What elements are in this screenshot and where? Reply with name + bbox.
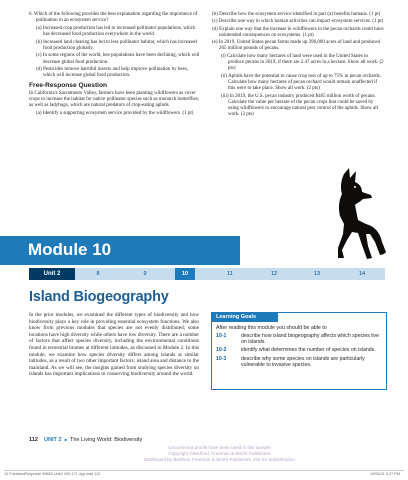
questions-left-column: [29, 12, 200, 119]
module-label: Module 10: [28, 240, 112, 259]
frq-intro: In California's Sacramento Valley, farmers have been planting wildflowers as cover crops to increase the habitat for native pollinator species such as monarch butterflies, as well as ladybugs, which are natural predators of crop-eating aphids.: [29, 90, 200, 109]
module-title: Island Biogeography: [29, 289, 169, 305]
q6-option-b: (b) Increased land clearing has led to less pollinator habitat, which has increased food production globally.: [36, 39, 197, 52]
print-slug: [4, 470, 404, 476]
question-6: 6. Which of the following provides the best explanation regarding the importance of pollination in an ecosystem service?: [29, 12, 198, 24]
frq-heading: Free-Response Question: [29, 81, 108, 89]
unit-module-10-active: 10: [175, 268, 195, 280]
unit-label: Unit 2: [29, 268, 75, 280]
q6-option-a: (a) Increased crop production has led to increased pollinator populations, which has decreased food production everywhere in the world.: [36, 26, 196, 38]
learning-goals-heading: Learning Goals: [212, 313, 278, 322]
unit-module-13: 13: [313, 271, 321, 277]
frq-part-d: (d) Explain one way that the increase in wildflowers in the pecan orchards could have unintended consequences on ecosystems. (1 pt): [212, 26, 384, 38]
learning-goal: [216, 347, 382, 354]
coyote-illustration: [300, 168, 386, 260]
footer-unit: UNIT 2: [44, 437, 62, 443]
goal-text: describe how island biogeography affects which species live on islands.: [241, 333, 380, 346]
slug-file: 10 FriedlandRelyea4e 99685 Unit2 099-171 4pp.indd 112: [4, 472, 101, 476]
learning-goals-box: [211, 312, 387, 390]
frq-part-e-ii: (ii) Aphids have the potential to cause crop loss of up to 75% in pecan orchards. Calculate how many hectares of pecan orchard would remain unaffected if this were to take place. Show all work. (2 pts): [221, 73, 381, 92]
questions-right-column: [212, 12, 384, 120]
frq-part-e: (e) In 2019, United States pecan farms made up 396,000 acres of land and produced 265 million pounds of pecans.: [212, 40, 381, 52]
learning-goal: [216, 333, 382, 346]
frq-part-e-i: (i) Calculate how many hectares of land were used in the United States to produce pecans in 2019, if there are 2.47 acres in a hectare. Show all work. (2 pts): [221, 53, 384, 72]
unit-module-8: 8: [96, 271, 100, 277]
proof-watermark: [100, 445, 340, 462]
unit-module-12: 12: [270, 271, 278, 277]
module-banner: [0, 236, 240, 265]
page-footer: [29, 437, 142, 443]
footer-separator: ■: [64, 437, 67, 442]
q6-option-c: (c) In some regions of the world, bee populations have been declining, which will decrease global food production.: [36, 53, 200, 65]
unit-navigation-strip: [29, 268, 385, 280]
goal-number: 10-3: [216, 355, 227, 362]
learning-goal: [216, 355, 382, 368]
learning-goals-lead: After reading this module you should be able to: [216, 325, 327, 331]
page-number: 112: [29, 437, 38, 443]
q6-option-d: (d) Pesticides remove harmful insects and help improve pollination by bees, which will increase global food production.: [36, 66, 189, 79]
goal-text: identify what determines the number of species on islands.: [241, 347, 376, 354]
frq-part-a: (a) Identify a supporting ecosystem service provided by the wildflowers. (1 pt): [36, 111, 194, 117]
frq-part-c: (c) Describe one way in which human activities can impact ecosystem services. (1 pt): [212, 19, 384, 25]
frq-part-b: (b) Describe how the ecosystem service identified in part (a) benefits humans. (1 pt): [212, 12, 381, 17]
goal-number: 10-2: [216, 347, 227, 354]
unit-module-11: 11: [227, 271, 233, 277]
watermark-line: Copyright ©Bedford, Freeman & Worth Publishers.: [168, 450, 272, 456]
unit-module-9: 9: [143, 271, 147, 277]
goal-text: describe why some species on islands are particularly vulnerable to invasive species.: [241, 355, 365, 368]
intro-paragraph: In the prior modules, we examined the different types of biodiversity and how biodiversity plays a key role in providing essential ecosystem functions. We also know from previous modules that species are not evenly distributed; some locations have high diversity while others have low diversity. There are a number of factors that affect species diversity, including the environmental conditions found in terrestrial biomes at different latitudes, as discussed in Module 2. In this module, we examine how species diversity differs among islands at similar latitudes, as a result of two other important factors: island area and distance to the mainland. As we will see, the insights gained from studying species diversity on islands has important implications to conserving biodiversity around the world.: [29, 312, 199, 378]
slug-date: 10/06/21 3:27 PM: [370, 472, 400, 476]
watermark-line: Distributed by Bedford, Freeman & Worth Publishers. Not for redistribution.: [143, 456, 297, 462]
footer-title: The Living World: Biodiversity: [69, 437, 143, 443]
unit-module-14: 14: [358, 271, 366, 277]
watermark-line: Uncorrected proofs have been used in this sample.: [168, 445, 272, 450]
goal-number: 10-1: [216, 333, 227, 339]
frq-part-e-iii: (iii) In 2019, the U.S. pecan industry produced $465 million worth of pecans. Calculate the value per hectare of the pecan crops that could be saved by using wildflowers to encourage natural pest control of the aphids. Show all work. (2 pts): [221, 93, 378, 118]
